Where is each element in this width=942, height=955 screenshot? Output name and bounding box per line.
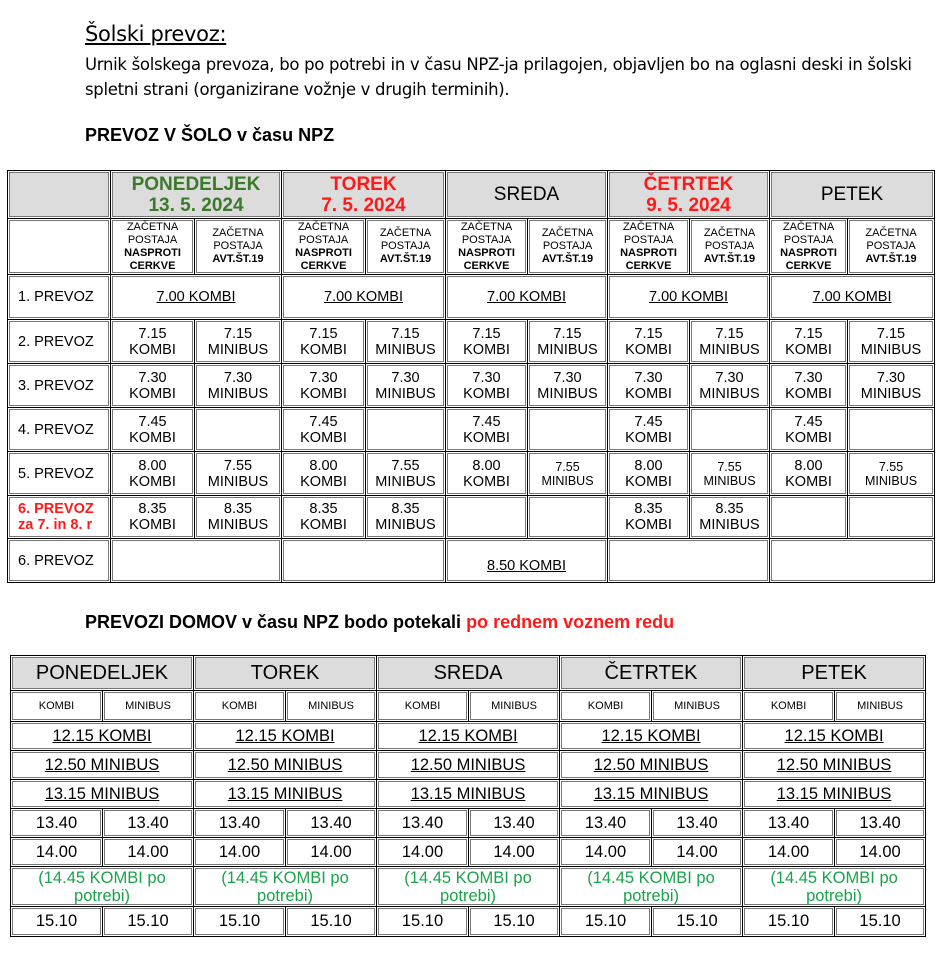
schedule-cell: 12.15 KOMBI xyxy=(743,722,926,751)
vehicle-header: KOMBI xyxy=(11,691,103,722)
schedule-cell: 7.15 MINIBUS xyxy=(195,320,282,364)
schedule-cell: 8.35 KOMBI xyxy=(608,496,690,539)
station-church: ZAČETNA POSTAJA NASPROTI CERKVE xyxy=(111,219,195,275)
vehicle-header: MINIBUS xyxy=(652,691,743,722)
schedule-cell: 7.15 KOMBI xyxy=(111,320,195,364)
row-label: 1. PREVOZ xyxy=(8,275,111,320)
schedule-cell: 7.15 KOMBI xyxy=(608,320,690,364)
empty-cell xyxy=(366,408,446,452)
schedule-cell: 7.30 MINIBUS xyxy=(848,364,935,408)
schedule-cell: 14.00 xyxy=(103,838,194,867)
empty-cell xyxy=(770,539,935,583)
transport-row xyxy=(8,320,935,364)
day-header xyxy=(446,171,608,219)
schedule-cell: 7.00 KOMBI xyxy=(111,275,282,320)
schedule-cell: 7.00 KOMBI xyxy=(446,275,608,320)
schedule-cell: 13.40 xyxy=(652,809,743,838)
empty-cell xyxy=(608,539,770,583)
vehicle-header: MINIBUS xyxy=(469,691,560,722)
empty-cell xyxy=(528,496,608,539)
vehicle-header: MINIBUS xyxy=(286,691,377,722)
day-header: TOREK xyxy=(194,656,377,691)
schedule-cell: 12.15 KOMBI xyxy=(560,722,743,751)
schedule-cell: 14.00 xyxy=(469,838,560,867)
vehicle-header: MINIBUS xyxy=(835,691,926,722)
schedule-cell: 8.00 KOMBI xyxy=(111,452,195,496)
schedule-cell: 7.00 KOMBI xyxy=(282,275,446,320)
schedule-cell: 7.55 MINIBUS xyxy=(366,452,446,496)
day-name: ČETRTEK xyxy=(643,173,734,195)
section-home-title: PREVOZI DOMOV v času NPZ bodo potekali po rednem voznem redu xyxy=(85,612,675,632)
schedule-cell: 14.00 xyxy=(377,838,469,867)
schedule-cell: 7.15 KOMBI xyxy=(770,320,848,364)
vehicle-header: KOMBI xyxy=(560,691,652,722)
schedule-cell: 14.00 xyxy=(286,838,377,867)
schedule-cell: 15.10 xyxy=(11,907,103,937)
optional-schedule-cell: (14.45 KOMBI po potrebi) xyxy=(194,867,377,907)
schedule-cell: 13.40 xyxy=(11,809,103,838)
schedule-cell: 7.30 MINIBUS xyxy=(690,364,770,408)
vehicle-header: KOMBI xyxy=(743,691,835,722)
schedule-cell: 8.00 KOMBI xyxy=(446,452,528,496)
schedule-cell: 7.45 KOMBI xyxy=(282,408,366,452)
vehicle-header: MINIBUS xyxy=(103,691,194,722)
schedule-cell: 12.15 KOMBI xyxy=(377,722,560,751)
schedule-cell: 13.40 xyxy=(835,809,926,838)
empty-cell xyxy=(690,408,770,452)
schedule-cell: 15.10 xyxy=(103,907,194,937)
schedule-cell: 15.10 xyxy=(377,907,469,937)
schedule-cell: 12.50 MINIBUS xyxy=(194,751,377,780)
corner-cell xyxy=(8,171,111,219)
schedule-cell: 15.10 xyxy=(286,907,377,937)
page-heading: Šolski prevoz: xyxy=(85,22,227,46)
optional-schedule-cell: (14.45 KOMBI po potrebi) xyxy=(560,867,743,907)
day-header-row xyxy=(8,171,935,219)
schedule-cell: 13.15 MINIBUS xyxy=(11,780,194,809)
row-label: 6. PREVOZ xyxy=(8,539,111,583)
home-row xyxy=(11,780,926,809)
home-row xyxy=(11,907,926,937)
optional-schedule-cell: (14.45 KOMBI po potrebi) xyxy=(743,867,926,907)
schedule-cell: 13.40 xyxy=(286,809,377,838)
schedule-cell: 12.50 MINIBUS xyxy=(560,751,743,780)
vehicle-header: KOMBI xyxy=(377,691,469,722)
schedule-cell: 14.00 xyxy=(194,838,286,867)
schedule-cell: 7.30 KOMBI xyxy=(282,364,366,408)
day-header xyxy=(608,171,770,219)
row-label: 5. PREVOZ xyxy=(8,452,111,496)
schedule-cell: 8.35 KOMBI xyxy=(111,496,195,539)
day-date: 13. 5. 2024 xyxy=(148,194,244,216)
day-name: PETEK xyxy=(820,184,884,205)
schedule-cell: 7.15 MINIBUS xyxy=(366,320,446,364)
schedule-cell: 12.50 MINIBUS xyxy=(743,751,926,780)
vehicle-header: KOMBI xyxy=(194,691,286,722)
schedule-cell: 7.45 KOMBI xyxy=(446,408,528,452)
schedule-cell: 14.00 xyxy=(560,838,652,867)
schedule-cell: 7.45 KOMBI xyxy=(770,408,848,452)
empty-cell xyxy=(111,539,282,583)
empty-cell xyxy=(195,408,282,452)
station-row xyxy=(8,219,935,275)
schedule-cell: 13.40 xyxy=(103,809,194,838)
day-header: SREDA xyxy=(377,656,560,691)
schedule-cell: 13.40 xyxy=(560,809,652,838)
schedule-cell: 7.55 MINIBUS xyxy=(690,452,770,496)
optional-schedule-cell: (14.45 KOMBI po potrebi) xyxy=(11,867,194,907)
row-label: 2. PREVOZ xyxy=(8,320,111,364)
home-row xyxy=(11,838,926,867)
transport-row xyxy=(8,275,935,320)
transport-row xyxy=(8,408,935,452)
station-church: ZAČETNA POSTAJA NASPROTI CERKVE xyxy=(770,219,848,275)
schedule-cell: 13.40 xyxy=(743,809,835,838)
schedule-cell: 8.00 KOMBI xyxy=(608,452,690,496)
empty-cell xyxy=(8,219,111,275)
transport-row xyxy=(8,539,935,583)
schedule-cell: 8.00 KOMBI xyxy=(770,452,848,496)
day-date: 9. 5. 2024 xyxy=(646,194,731,216)
schedule-cell: 7.30 KOMBI xyxy=(446,364,528,408)
day-name: PONEDELJEK xyxy=(131,173,261,195)
schedule-cell: 8.50 KOMBI xyxy=(446,539,608,583)
home-row xyxy=(11,809,926,838)
schedule-cell: 15.10 xyxy=(469,907,560,937)
schedule-cell: 13.40 xyxy=(194,809,286,838)
transport-row xyxy=(8,452,935,496)
day-header xyxy=(282,171,446,219)
station-church: ZAČETNA POSTAJA NASPROTI CERKVE xyxy=(446,219,528,275)
day-header-row xyxy=(11,656,926,691)
schedule-cell: 13.40 xyxy=(377,809,469,838)
schedule-cell: 7.30 MINIBUS xyxy=(195,364,282,408)
schedule-cell: 12.50 MINIBUS xyxy=(11,751,194,780)
schedule-cell: 14.00 xyxy=(835,838,926,867)
home-row xyxy=(11,722,926,751)
day-name: SREDA xyxy=(493,184,560,205)
day-date: 7. 5. 2024 xyxy=(321,194,406,216)
schedule-cell: 7.30 MINIBUS xyxy=(366,364,446,408)
schedule-cell: 7.55 MINIBUS xyxy=(528,452,608,496)
schedule-cell: 12.15 KOMBI xyxy=(194,722,377,751)
optional-schedule-cell: (14.45 KOMBI po potrebi) xyxy=(377,867,560,907)
schedule-cell: 14.00 xyxy=(652,838,743,867)
schedule-cell: 7.15 KOMBI xyxy=(446,320,528,364)
empty-cell xyxy=(848,496,935,539)
schedule-cell: 15.10 xyxy=(560,907,652,937)
intro-text: Urnik šolskega prevoza, bo po potrebi in v času NPZ-ja prilagojen, objavljen bo na oglasni deski in šolski spletni strani (organizirane vožnje v drugih terminih). xyxy=(85,55,912,99)
schedule-cell: 7.15 MINIBUS xyxy=(528,320,608,364)
schedule-cell: 13.15 MINIBUS xyxy=(377,780,560,809)
schedule-cell: 8.35 MINIBUS xyxy=(195,496,282,539)
schedule-cell: 8.35 MINIBUS xyxy=(690,496,770,539)
schedule-cell: 7.45 KOMBI xyxy=(111,408,195,452)
transport-row xyxy=(8,364,935,408)
home-row xyxy=(11,867,926,907)
schedule-cell: 7.15 KOMBI xyxy=(282,320,366,364)
empty-cell xyxy=(446,496,528,539)
schedule-cell: 13.40 xyxy=(469,809,560,838)
schedule-cell: 7.30 KOMBI xyxy=(608,364,690,408)
empty-cell xyxy=(770,496,848,539)
schedule-cell: 7.15 MINIBUS xyxy=(690,320,770,364)
station-church: ZAČETNA POSTAJA NASPROTI CERKVE xyxy=(282,219,366,275)
schedule-cell: 15.10 xyxy=(743,907,835,937)
schedule-cell: 14.00 xyxy=(743,838,835,867)
schedule-cell: 7.55 MINIBUS xyxy=(195,452,282,496)
schedule-cell: 7.15 MINIBUS xyxy=(848,320,935,364)
schedule-cell: 7.45 KOMBI xyxy=(608,408,690,452)
section-to-school-title: PREVOZ V ŠOLO v času NPZ xyxy=(85,125,335,145)
day-header xyxy=(770,171,935,219)
schedule-cell: 8.35 KOMBI xyxy=(282,496,366,539)
to-school-table xyxy=(7,170,935,583)
schedule-cell: 12.50 MINIBUS xyxy=(377,751,560,780)
schedule-cell: 13.15 MINIBUS xyxy=(743,780,926,809)
schedule-cell: 7.00 KOMBI xyxy=(770,275,935,320)
day-header xyxy=(111,171,282,219)
schedule-cell: 7.30 MINIBUS xyxy=(528,364,608,408)
day-header: ČETRTEK xyxy=(560,656,743,691)
station-bus-stop: ZAČETNA POSTAJA AVT.ŠT.19 xyxy=(366,219,446,275)
schedule-cell: 8.00 KOMBI xyxy=(282,452,366,496)
home-row xyxy=(11,751,926,780)
station-bus-stop: ZAČETNA POSTAJA AVT.ŠT.19 xyxy=(195,219,282,275)
station-church: ZAČETNA POSTAJA NASPROTI CERKVE xyxy=(608,219,690,275)
schedule-cell: 7.55 MINIBUS xyxy=(848,452,935,496)
schedule-cell: 13.15 MINIBUS xyxy=(560,780,743,809)
schedule-cell: 15.10 xyxy=(652,907,743,937)
schedule-cell: 15.10 xyxy=(835,907,926,937)
day-header: PONEDELJEK xyxy=(11,656,194,691)
station-bus-stop: ZAČETNA POSTAJA AVT.ŠT.19 xyxy=(848,219,935,275)
row-label: 6. PREVOZ za 7. in 8. r xyxy=(8,496,111,539)
station-bus-stop: ZAČETNA POSTAJA AVT.ŠT.19 xyxy=(690,219,770,275)
day-name: TOREK xyxy=(330,173,397,195)
home-table xyxy=(10,655,926,937)
empty-cell xyxy=(282,539,446,583)
day-header: PETEK xyxy=(743,656,926,691)
row-label: 4. PREVOZ xyxy=(8,408,111,452)
transport-row xyxy=(8,496,935,539)
schedule-cell: 8.35 MINIBUS xyxy=(366,496,446,539)
empty-cell xyxy=(528,408,608,452)
station-bus-stop: ZAČETNA POSTAJA AVT.ŠT.19 xyxy=(528,219,608,275)
schedule-cell: 7.00 KOMBI xyxy=(608,275,770,320)
schedule-cell: 13.15 MINIBUS xyxy=(194,780,377,809)
vehicle-header-row xyxy=(11,691,926,722)
schedule-cell: 14.00 xyxy=(11,838,103,867)
schedule-cell: 12.15 KOMBI xyxy=(11,722,194,751)
row-label: 3. PREVOZ xyxy=(8,364,111,408)
schedule-cell: 7.30 KOMBI xyxy=(111,364,195,408)
schedule-cell: 15.10 xyxy=(194,907,286,937)
empty-cell xyxy=(848,408,935,452)
schedule-cell: 7.30 KOMBI xyxy=(770,364,848,408)
